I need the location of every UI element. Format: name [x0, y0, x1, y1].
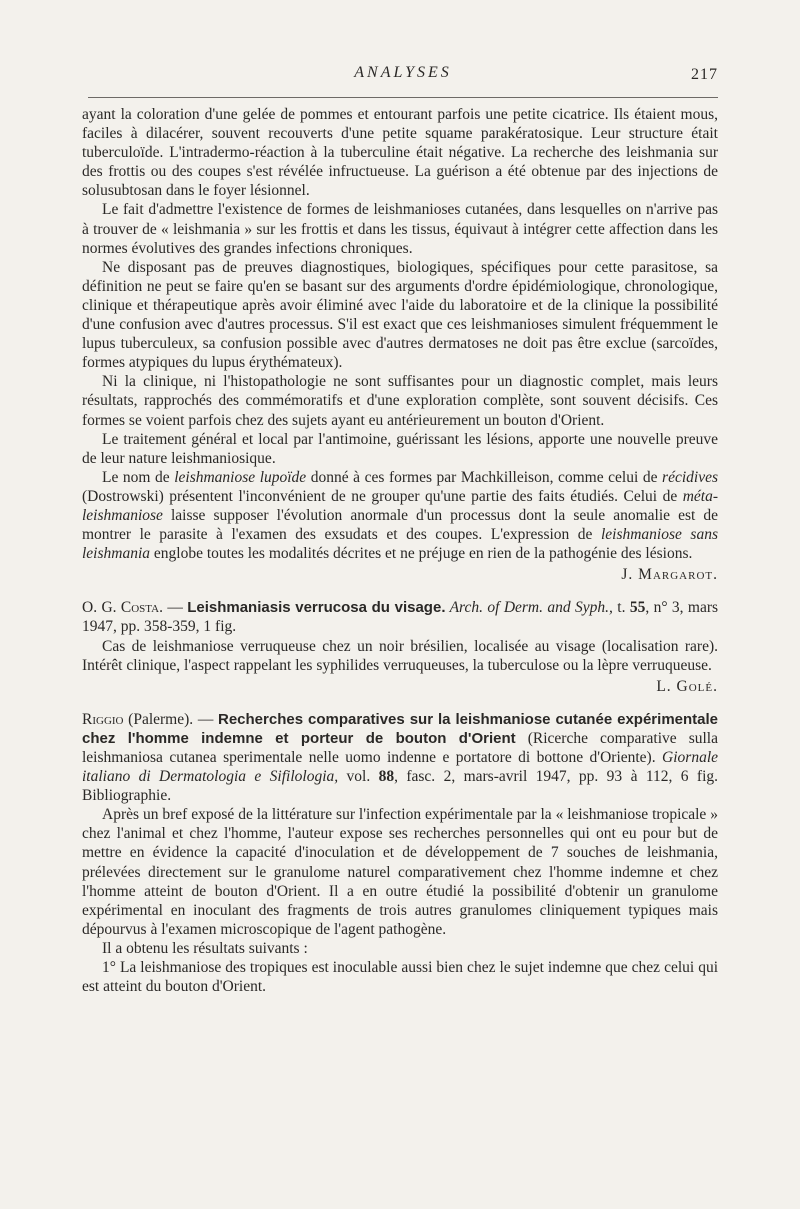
- text-run: vol.: [338, 768, 379, 786]
- text-run: (Ricerche comparative sulla leishmaniosa cutanea sperimentale nelle uomo indenne e portatore di bottone d'Oriente).: [82, 729, 718, 766]
- paragraph: 1° La leishmaniose des tropiques est inoculable aussi bien chez le sujet indemne que chez celui qui est atteint du bouton d'Orient.: [82, 959, 718, 996]
- paragraph: Le traitement général et local par l'antimoine, guérissant les lésions, apporte une nouvelle preuve de leur nature leishmaniosique.: [82, 430, 718, 467]
- text-run: t.: [612, 599, 630, 617]
- signature: L. Golé.: [656, 677, 718, 695]
- text-run: englobe toutes les modalités décrites et ne préjuge en rien de la pathogénie des lésions.: [150, 545, 693, 563]
- journal-name: Arch. of Derm. and Syph.,: [445, 599, 613, 617]
- abstract-citation: [82, 598, 718, 636]
- volume-number: 88: [378, 768, 395, 786]
- journal-name: Giornale italiano di Dermatologia e Sifilologia,: [82, 749, 718, 786]
- text-run: (Dostrowski) présentent l'inconvénient de ne grouper qu'une partie des faits étudiés. Celui de: [82, 487, 683, 505]
- header-rule: [88, 97, 718, 98]
- italic-term: récidives: [662, 468, 718, 486]
- text-run: laisse supposer l'évolution anormale d'un processus dont la seule anomalie est de montrer le parasite à l'examen des exsudats et des coupes. L'expression de: [82, 506, 718, 544]
- article-body: [82, 105, 718, 996]
- text-run: Le nom de: [102, 468, 175, 486]
- text-run: , fasc. 2, mars-avril 1947, pp. 93 à 112, 6 fig. Bibliographie.: [82, 768, 718, 805]
- abstract-title: Leishmaniasis verrucosa du visage.: [187, 599, 446, 617]
- italic-term: leishmaniose lupoïde: [174, 468, 307, 486]
- paragraph: Cas de leishmaniose verruqueuse chez un noir brésilien, localisée au visage (localisation rare). Intérêt clinique, l'aspect rappelant les syphilides verruqueuses, la tuberculose ou la lèpre verruqueuse.: [82, 637, 718, 674]
- paragraph: Ni la clinique, ni l'histopathologie ne sont suffisantes pour un diagnostic complet, mais leurs résultats, rapprochés des commémoratifs et d'une exploration complète, sont souvent décisifs. Ces formes se voient parfois chez des sujets ayant eu antérieurement un bouton d'Orient.: [82, 373, 718, 429]
- page-number: 217: [691, 66, 718, 83]
- text-run: —: [162, 599, 188, 617]
- italic-term: leishmaniose sans leishmania: [82, 526, 718, 563]
- abstract-title: Recherches comparatives sur la leishmaniose cutanée expérimentale chez l'homme indemne et porteur de bouton d'Orient: [82, 710, 719, 747]
- paragraph: Il a obtenu les résultats suivants :: [102, 939, 308, 957]
- signature: J. Margarot.: [621, 566, 718, 584]
- paragraph: Après un bref exposé de la littérature sur l'infection expérimentale par la « leishmaniose tropicale » chez l'animal et chez l'homme, l'auteur expose ses recherches personnelles qui ont eu pour but de mettre en évidence la capacité d'inoculation et de développement de 7 souches de leishmania, prélevées directement sur le granulome naturel comparativement chez l'homme indemne et chez l'homme atteint de bouton d'Orient. Il a en outre étudié la possibilité d'obtenir un granulome expérimental en inoculant des fragments de trois autres granulomes cliniquement typiques mais dépourvus à l'examen microscopique de l'agent pathogène.: [82, 806, 718, 938]
- text-run: , n° 3, mars 1947, pp. 358-359, 1 fig.: [82, 599, 719, 636]
- paragraph: [82, 468, 718, 563]
- abstract-citation: [82, 710, 718, 805]
- running-title: ANALYSES: [354, 64, 452, 81]
- author-name: Riggio: [82, 710, 124, 728]
- paragraph: Le fait d'admettre l'existence de formes de leishmanioses cutanées, dans lesquelles on n'arrive pas à trouver de « leishmania » sur les frottis et dans les tissus, équivaut à intégrer cette affection dans les normes évolutives des grandes infections chroniques.: [82, 201, 718, 257]
- text-run: donné à ces formes par Machkilleison, comme celui de: [306, 468, 663, 486]
- page-header: [88, 62, 718, 86]
- paragraph: Ne disposant pas de preuves diagnostiques, biologiques, spécifiques pour cette parasitose, sa définition ne peut se faire qu'en se basant sur des arguments d'ordre épidémiologique, chronologique, clinique et thérapeutique après avoir éliminé avec l'aide du laboratoire et de la clinique la possibilité d'une confusion avec d'autres processus. S'il est exact que ces leishmanioses simulent fréquemment le lupus tuberculeux, sa confusion possible avec d'autres dermatoses ne doit pas être exclue (sarcoïdes, formes atypiques du lupus érythémateux).: [82, 258, 718, 372]
- author-name: O. G. Costa.: [82, 599, 163, 617]
- italic-term: méta-leishmaniose: [82, 487, 718, 524]
- paragraph: ayant la coloration d'une gelée de pommes et entourant parfois une petite cicatrice. Ils étaient mous, faciles à dilacérer, souvent recouverts d'une petite squame parakératosique. Leur structure était tuberculoïde. L'intradermo-réaction à la tuberculine était négative. La recherche des leishmania sur des frottis ou des coupes s'est révélée infructueuse. La guérison a été obtenue par des injections de solusubtosan dans le foyer lésionnel.: [82, 106, 718, 200]
- volume-number: 55: [629, 599, 646, 617]
- text-run: (Palerme). —: [123, 710, 218, 728]
